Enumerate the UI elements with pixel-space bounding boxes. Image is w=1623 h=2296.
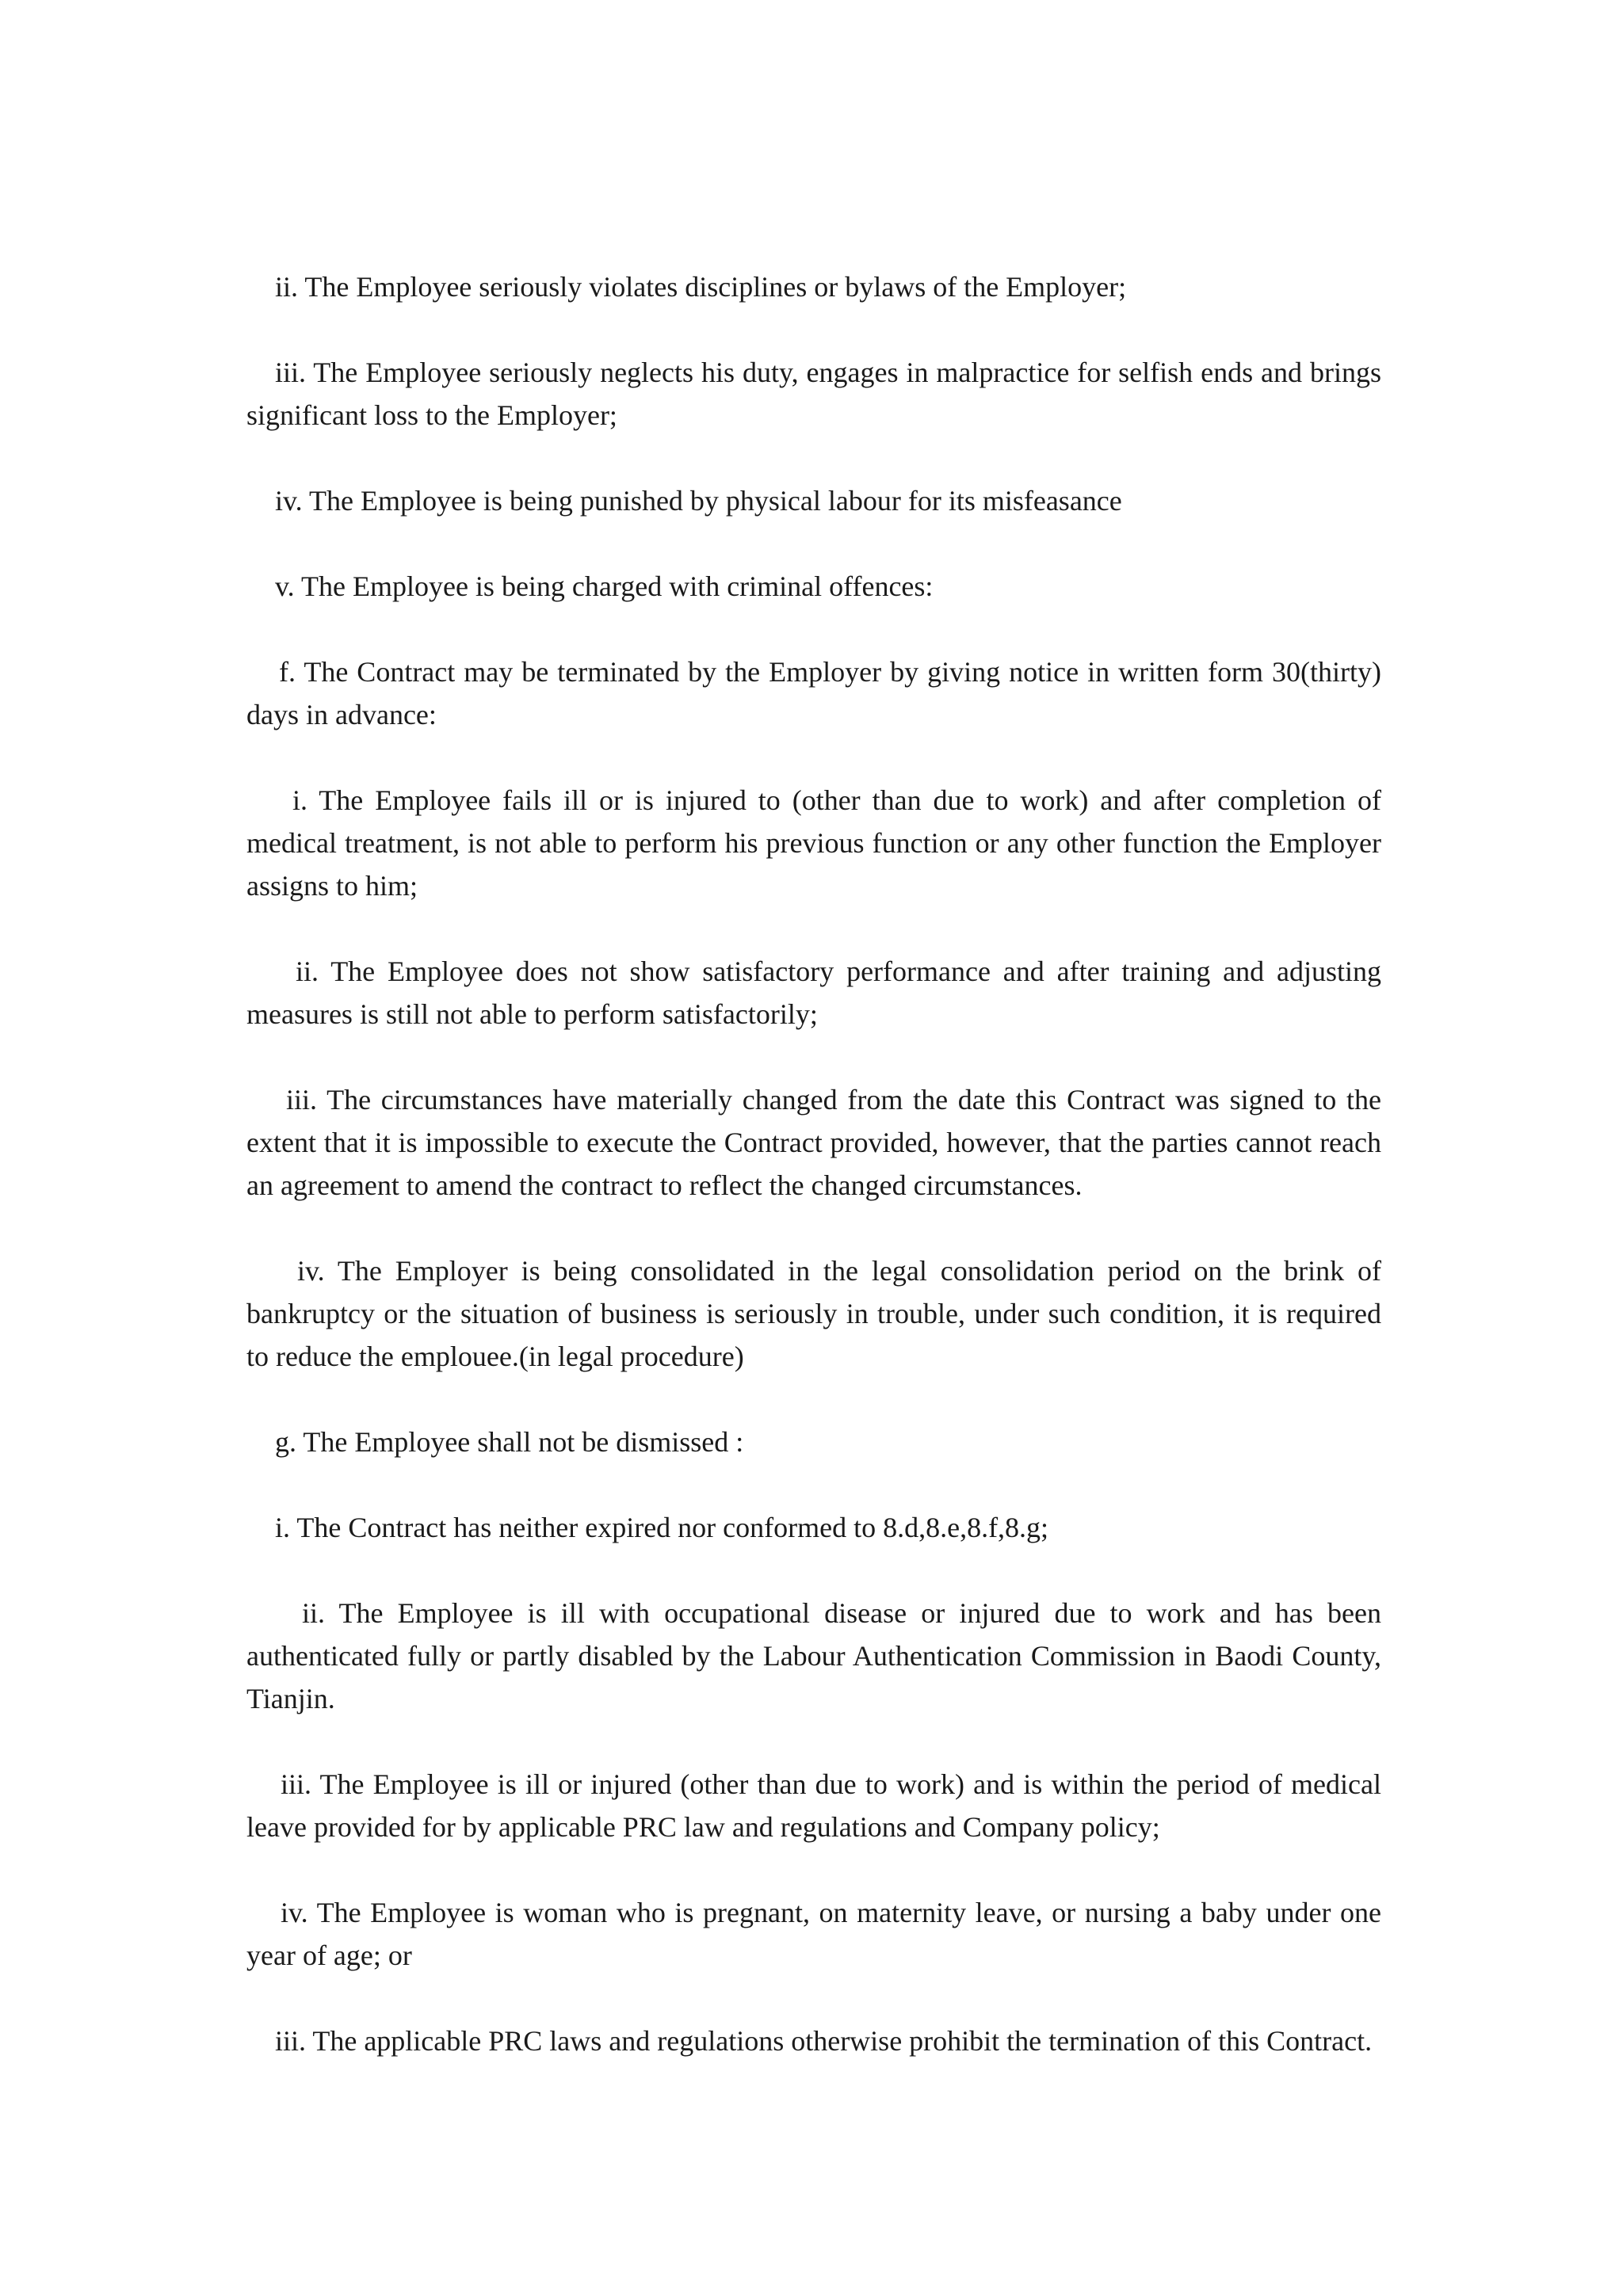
clause-f-ii: ii. The Employee does not show satisfactory performance and after training and adjusting measures is still not able to perform satisfactorily; bbox=[246, 955, 1381, 1030]
clause-e-v: v. The Employee is being charged with criminal offences: bbox=[275, 570, 934, 602]
clause-g: g. The Employee shall not be dismissed : bbox=[275, 1426, 744, 1458]
clause-e-iii: iii. The Employee seriously neglects his duty, engages in malpractice for selfish ends and brings significant loss to the Employer; bbox=[246, 357, 1381, 431]
clause-g-iii: iii. The Employee is ill or injured (other than due to work) and is within the period of medical leave provided for by applicable PRC law and regulations and Company policy; bbox=[246, 1768, 1381, 1843]
clause-g-i: i. The Contract has neither expired nor conformed to 8.d,8.e,8.f,8.g; bbox=[275, 1512, 1049, 1543]
clause-e-iv: iv. The Employee is being punished by physical labour for its misfeasance bbox=[275, 485, 1122, 517]
clause-g-ii: ii. The Employee is ill with occupational disease or injured due to work and has been authenticated fully or partly disabled by the Labour Authentication Commission in Baodi County, Tianjin. bbox=[246, 1597, 1381, 1714]
clause-f: f. The Contract may be terminated by the Employer by giving notice in written form 30(thirty) days in advance: bbox=[246, 656, 1381, 730]
clause-f-i: i. The Employee fails ill or is injured to (other than due to work) and after completion of medical treatment, is not able to perform his previous function or any other function the Employer assigns to him; bbox=[246, 784, 1381, 902]
clause-g-v: iii. The applicable PRC laws and regulations otherwise prohibit the termination of this Contract. bbox=[275, 2025, 1373, 2057]
clause-f-iv: iv. The Employer is being consolidated in the legal consolidation period on the brink of bankruptcy or the situation of business is seriously in trouble, under such condition, it is required to reduce the emplouee.(in legal procedure) bbox=[246, 1255, 1381, 1372]
clause-g-iv: iv. The Employee is woman who is pregnant, on maternity leave, or nursing a baby under one year of age; or bbox=[246, 1897, 1381, 1971]
clause-e-ii: ii. The Employee seriously violates disciplines or bylaws of the Employer; bbox=[275, 271, 1127, 303]
clause-f-iii: iii. The circumstances have materially changed from the date this Contract was signed to the extent that it is impossible to execute the Contract provided, however, that the parties cannot reach an agreement to amend the contract to reflect the changed circumstances. bbox=[246, 1084, 1381, 1201]
